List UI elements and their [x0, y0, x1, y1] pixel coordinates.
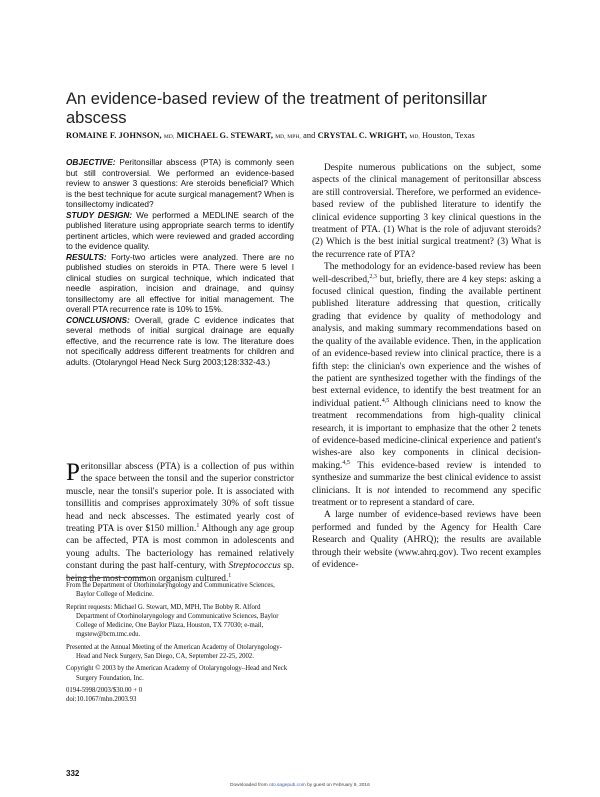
body-text: but, briefly, there are 4 key steps: asking a focused clinical question, finding the available pertinent published literature addressing that question, critically grading that evidence by quality of methodology and analysis, and making summary recommendations based on the quality of the available evidence. Then, in the application of an evidence-based review into clinical practice, there is a fifth step: the clinician's own experience and the wishes of the patient are synthesized together with the findings of the best external evidence, to identify the best treatment for an individual patient.	[312, 274, 541, 409]
footnote-issn: 0194-5998/2003/$30.00 + 0	[66, 686, 143, 694]
reference-marker: 4,5	[342, 459, 350, 466]
footnote-presented: Presented at the Annual Meeting of the American Academy of Otolaryngology-Head and Neck Surgery, San Diego, CA, September 22-25, 2002.	[66, 643, 282, 661]
body-column-right	[312, 162, 541, 571]
download-prefix: Downloaded from	[230, 783, 269, 788]
abstract-citation: (Otolaryngol Head Neck Surg 2003;128:332-43.)	[92, 357, 271, 367]
download-site-link[interactable]: oto.sagepub.com	[268, 783, 306, 788]
footnote-reprint: Reprint requests: Michael G. Stewart, MD, MPH, The Bobby R. Alford Department of Otorhinolaryngology and Communicative Sciences, Baylor College of Medicine, One Baylor Plaza, Houston, TX 77030; e-mail, mgstew@bcm.tmc.edu.	[66, 603, 279, 639]
body-text: intended to recommend any specific treatment or to represent a standard of care.	[312, 485, 541, 508]
drop-cap: P	[66, 459, 80, 486]
body-text: The methodology for an evidence-based review has been well-described,	[312, 262, 541, 285]
body-italic: not	[377, 485, 390, 496]
footnotes	[66, 581, 294, 705]
abstract-text: Forty-two articles were analyzed. There are no published studies on steroids in PTA. There were 5 level I clinical studies on surgical technique, which indicated that needle aspiration, incision and drainage, and quinsy tonsillectomy are all effective for initial management. The overall PTA recurrence rate is 10% to 15%.	[66, 252, 294, 314]
reference-marker: 1	[196, 522, 200, 529]
footnote-doi: doi:10.1067/mhn.2003.93	[66, 696, 137, 704]
page-number: 332	[66, 769, 80, 778]
body-text: sp. being the most common organism cultured.	[66, 561, 295, 584]
body-text: This evidence-based review is intended to synthesize and summarize the best clinical evidence to assist clinicians. It is	[312, 460, 541, 496]
body-paragraph	[66, 461, 294, 585]
download-notice	[230, 783, 370, 788]
author-degree: MD,	[163, 134, 175, 140]
body-column-left	[66, 461, 294, 585]
abstract	[66, 158, 294, 368]
footnote-affiliation: From the Department of Otorhinolaryngology and Communicative Sciences, Baylor College of Medicine.	[66, 582, 275, 599]
author-location: Houston, Texas	[422, 131, 475, 140]
abstract-heading: RESULTS:	[66, 252, 107, 262]
footnote-copyright: Copyright © 2003 by the American Academy of Otolaryngology–Head and Neck Surgery Foundation, Inc.	[66, 665, 288, 682]
author-degree: MD, MPH,	[275, 134, 301, 140]
abstract-objective	[66, 158, 294, 211]
author-degree: MD,	[409, 134, 420, 140]
body-paragraph: Despite numerous publications on the subject, some aspects of the clinical management of peritonsillar abscess are still controversial. Therefore, we performed an evidence-based review of the published literature to identify the clinical evidence supporting 3 key clinical questions in the treatment of PTA. (1) What is the role of adjuvant steroids? (2) Which is the best initial surgical treatment? (3) What is the recurrence rate of PTA?	[312, 163, 541, 260]
author-conjunction: and	[303, 131, 316, 140]
abstract-heading: OBJECTIVE:	[66, 158, 116, 167]
body-text: Although clinicians need to know the treatment recommendations from high-quality clinical research, it is important to emphasize that the other 2 tenets of evidence-based medicine-clinical experience and patient's wishes-are also key components in clinical decision-making.	[312, 398, 541, 471]
reference-marker: 4,5	[381, 397, 390, 404]
reference-marker: 2,3	[369, 273, 377, 280]
body-paragraph: A large number of evidence-based reviews have been performed and funded by the Agency for Health Care Research and Quality (AHRQ); the results are available through their website (www.ahrq.gov). Two recent examples of evidence-	[312, 510, 541, 570]
footnote-divider	[66, 577, 146, 578]
body-paragraph	[312, 261, 541, 509]
author-line	[66, 131, 546, 140]
body-text: eritonsillar abscess (PTA) is a collection of pus within the space between the tonsil and the superior constrictor muscle, near the tonsil's superior pole. It is associated with tonsillitis and comprises approximately 30% of soft tissue head and neck abscesses. The estimated yearly cost of treating PTA is over $150 million.	[66, 462, 294, 535]
abstract-heading: CONCLUSIONS:	[66, 315, 130, 325]
author-name: MICHAEL G. STEWART,	[176, 131, 273, 140]
author-name: CRYSTAL C. WRIGHT,	[317, 131, 408, 140]
author-name: ROMAINE F. JOHNSON,	[66, 131, 162, 140]
abstract-heading: STUDY DESIGN:	[66, 210, 133, 220]
abstract-results	[66, 253, 294, 316]
abstract-text: Overall, grade C evidence indicates that several methods of initial surgical drainage are equally effective, and the recurrence rate is low. The literature does not specifically address different treatments for children and adults.	[66, 315, 295, 367]
download-suffix: by guest on February 9, 2016	[305, 783, 370, 788]
abstract-conclusions	[66, 316, 294, 369]
reference-marker: 1	[228, 572, 232, 579]
body-text: Although any age group can be affected, PTA is most common in adolescents and young adults. The bacteriology has remained relatively constant during the past half-century, with	[66, 524, 294, 572]
body-italic: Streptococcus	[228, 561, 281, 572]
abstract-text: We performed a MEDLINE search of the published literature using appropriate search terms to identify pertinent articles, which were reviewed and graded according to the evidence quality.	[66, 210, 294, 251]
abstract-design	[66, 211, 294, 253]
article-title: An evidence-based review of the treatment of peritonsillar abscess	[66, 90, 487, 127]
abstract-text: Peritonsillar abscess (PTA) is commonly seen but still controversial. We performed an evidence-based review to answer 3 questions: Are steroids beneficial? Which is the best technique for acute surgical management? When is tonsillectomy indicated?	[66, 158, 294, 209]
